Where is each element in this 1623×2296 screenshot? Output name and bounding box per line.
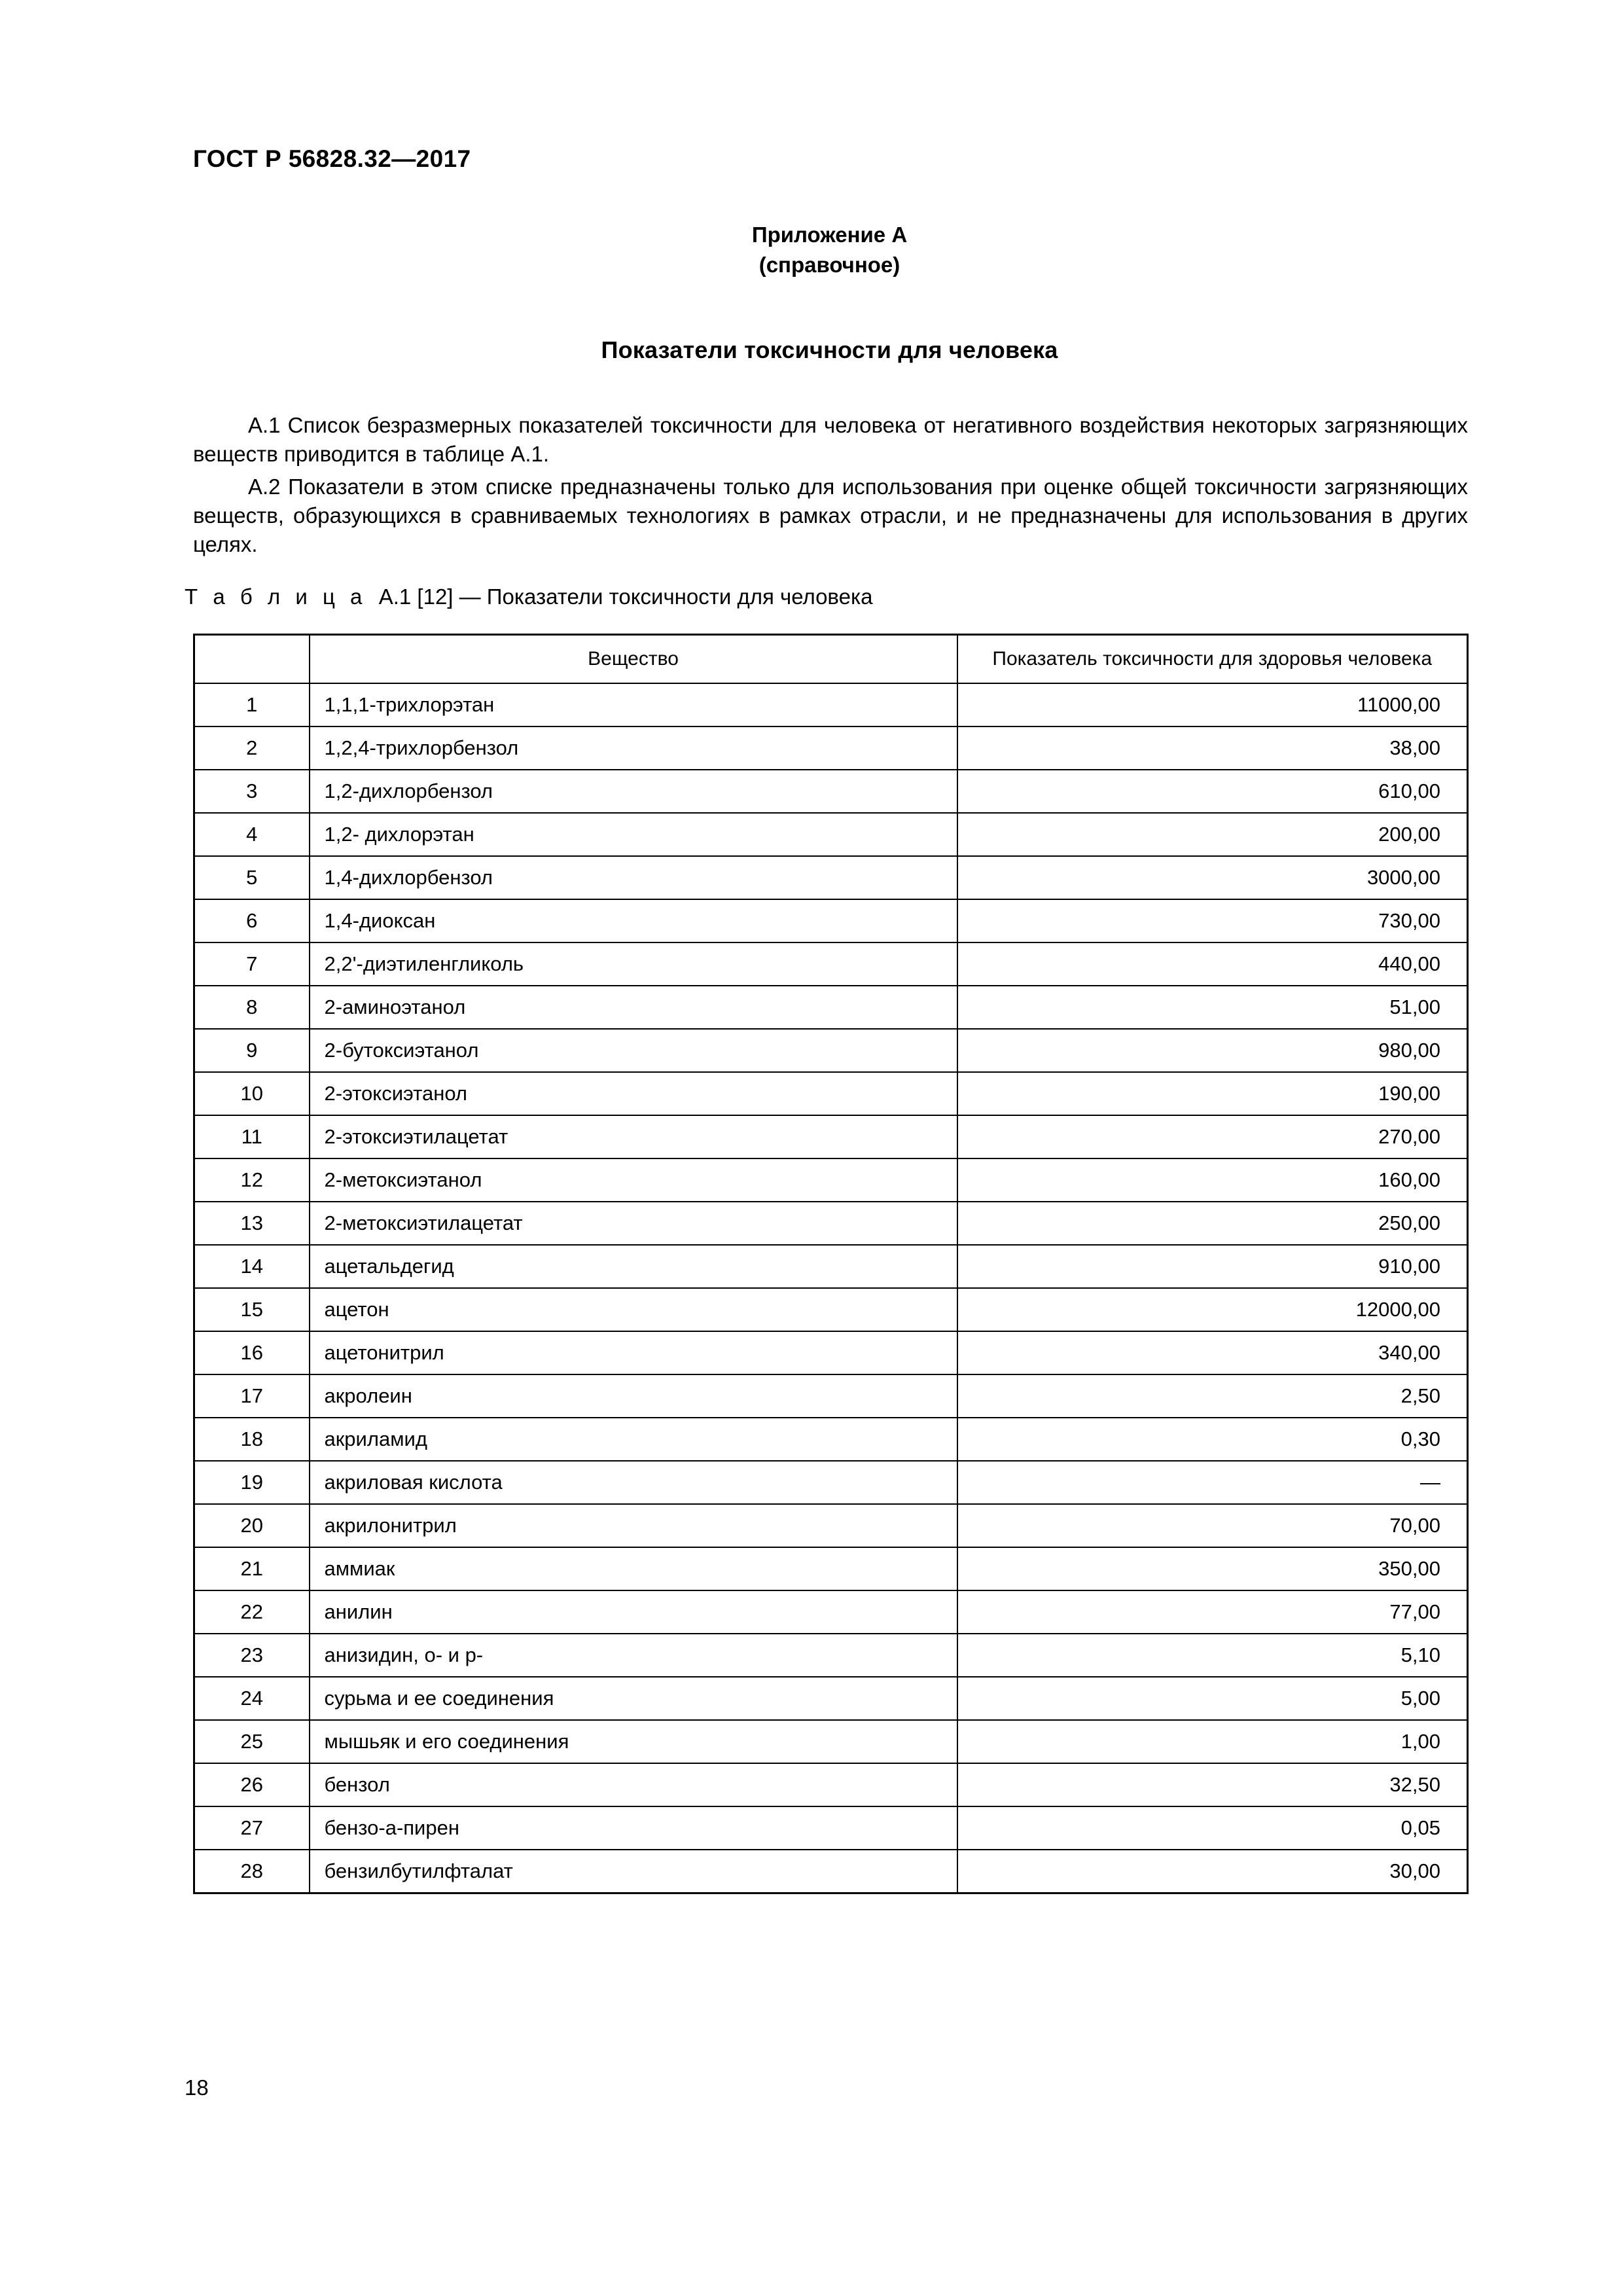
row-number: 18 <box>194 1418 310 1461</box>
table-body <box>194 683 1468 1893</box>
toxicity-value: 70,00 <box>957 1504 1468 1547</box>
substance-name: 2-метоксиэтанол <box>310 1158 957 1202</box>
table-head <box>194 635 1468 684</box>
table-caption-word: Т а б л и ц а <box>185 584 367 609</box>
table-row <box>194 1158 1468 1202</box>
table-row <box>194 1806 1468 1850</box>
page-title: Показатели токсичности для человека <box>601 336 1058 363</box>
appendix-kind: (справочное) <box>758 253 901 277</box>
toxicity-value: 0,05 <box>957 1806 1468 1850</box>
substance-name: бензилбутилфталат <box>310 1850 957 1893</box>
row-number: 27 <box>194 1806 310 1850</box>
table-row <box>194 1245 1468 1288</box>
substance-name: 2-метоксиэтилацетат <box>310 1202 957 1245</box>
table-row <box>194 1288 1468 1331</box>
table-row <box>194 1763 1468 1806</box>
substance-name: 1,4-дихлорбензол <box>310 856 957 899</box>
toxicity-value: — <box>957 1461 1468 1504</box>
substance-name: 1,1,1-трихлорэтан <box>310 683 957 726</box>
substance-name: 2-аминоэтанол <box>310 986 957 1029</box>
substance-name: ацетон <box>310 1288 957 1331</box>
toxicity-table-container <box>193 634 1467 1894</box>
row-number: 9 <box>194 1029 310 1072</box>
substance-name: 1,2,4-трихлорбензол <box>310 726 957 770</box>
table-row <box>194 856 1468 899</box>
toxicity-value: 5,10 <box>957 1634 1468 1677</box>
substance-name: анилин <box>310 1590 957 1634</box>
toxicity-table <box>193 634 1469 1894</box>
toxicity-value: 38,00 <box>957 726 1468 770</box>
table-row <box>194 899 1468 942</box>
table-row <box>194 1029 1468 1072</box>
row-number: 23 <box>194 1634 310 1677</box>
toxicity-value: 3000,00 <box>957 856 1468 899</box>
row-number: 25 <box>194 1720 310 1763</box>
table-row <box>194 683 1468 726</box>
substance-name: бензол <box>310 1763 957 1806</box>
row-number: 26 <box>194 1763 310 1806</box>
toxicity-value: 12000,00 <box>957 1288 1468 1331</box>
row-number: 1 <box>194 683 310 726</box>
row-number: 2 <box>194 726 310 770</box>
substance-name: акролеин <box>310 1374 957 1418</box>
row-number: 12 <box>194 1158 310 1202</box>
table-row <box>194 1418 1468 1461</box>
substance-name: 2-бутоксиэтанол <box>310 1029 957 1072</box>
table-row <box>194 1331 1468 1374</box>
page-number: 18 <box>185 2075 209 2100</box>
table-caption <box>185 584 872 609</box>
row-number: 4 <box>194 813 310 856</box>
substance-name: ацетальдегид <box>310 1245 957 1288</box>
row-number: 3 <box>194 770 310 813</box>
toxicity-value: 610,00 <box>957 770 1468 813</box>
table-caption-rest: А.1 [12] — Показатели токсичности для человека <box>378 584 873 609</box>
toxicity-value: 1,00 <box>957 1720 1468 1763</box>
row-number: 10 <box>194 1072 310 1115</box>
row-number: 8 <box>194 986 310 1029</box>
appendix-label: Приложение А <box>751 223 908 247</box>
toxicity-value: 910,00 <box>957 1245 1468 1288</box>
toxicity-value: 32,50 <box>957 1763 1468 1806</box>
toxicity-value: 250,00 <box>957 1202 1468 1245</box>
column-header-indicator: Показатель токсичности для здоровья человека <box>957 635 1468 684</box>
substance-name: мышьяк и его соединения <box>310 1720 957 1763</box>
substance-name: аммиак <box>310 1547 957 1590</box>
column-header-substance: Вещество <box>310 635 957 684</box>
appendix-heading <box>193 220 1466 280</box>
row-number: 22 <box>194 1590 310 1634</box>
row-number: 21 <box>194 1547 310 1590</box>
table-row <box>194 1677 1468 1720</box>
substance-name: бензо-а-пирен <box>310 1806 957 1850</box>
toxicity-value: 350,00 <box>957 1547 1468 1590</box>
toxicity-value: 440,00 <box>957 942 1468 986</box>
table-row <box>194 986 1468 1029</box>
substance-name: 2-этоксиэтанол <box>310 1072 957 1115</box>
table-row <box>194 1072 1468 1115</box>
row-number: 17 <box>194 1374 310 1418</box>
row-number: 15 <box>194 1288 310 1331</box>
toxicity-value: 270,00 <box>957 1115 1468 1158</box>
toxicity-value: 160,00 <box>957 1158 1468 1202</box>
table-row <box>194 1850 1468 1893</box>
toxicity-value: 2,50 <box>957 1374 1468 1418</box>
substance-name: 1,2-дихлорбензол <box>310 770 957 813</box>
table-row <box>194 1720 1468 1763</box>
row-number: 19 <box>194 1461 310 1504</box>
table-row <box>194 1547 1468 1590</box>
paragraph-a2: А.2 Показатели в этом списке предназначены только для использования при оценке общей токсичности загрязняющих веществ, образующихся в сравниваемых технологиях в рамках отрасли, и не предназначены для использования в других целях. <box>193 475 1468 556</box>
row-number: 14 <box>194 1245 310 1288</box>
table-row <box>194 1634 1468 1677</box>
table-row <box>194 770 1468 813</box>
toxicity-value: 200,00 <box>957 813 1468 856</box>
substance-name: 2,2'-диэтиленгликоль <box>310 942 957 986</box>
toxicity-value: 5,00 <box>957 1677 1468 1720</box>
toxicity-value: 980,00 <box>957 1029 1468 1072</box>
substance-name: 1,4-диоксан <box>310 899 957 942</box>
row-number: 28 <box>194 1850 310 1893</box>
table-row <box>194 1590 1468 1634</box>
row-number: 7 <box>194 942 310 986</box>
body-text <box>193 411 1468 562</box>
row-number: 16 <box>194 1331 310 1374</box>
substance-name: акрилонитрил <box>310 1504 957 1547</box>
toxicity-value: 190,00 <box>957 1072 1468 1115</box>
table-row <box>194 813 1468 856</box>
table-row <box>194 1504 1468 1547</box>
substance-name: 1,2- дихлорэтан <box>310 813 957 856</box>
toxicity-value: 11000,00 <box>957 683 1468 726</box>
table-row <box>194 1202 1468 1245</box>
row-number: 11 <box>194 1115 310 1158</box>
row-number: 20 <box>194 1504 310 1547</box>
row-number: 6 <box>194 899 310 942</box>
substance-name: ацетонитрил <box>310 1331 957 1374</box>
toxicity-value: 730,00 <box>957 899 1468 942</box>
toxicity-value: 77,00 <box>957 1590 1468 1634</box>
toxicity-value: 30,00 <box>957 1850 1468 1893</box>
table-row <box>194 942 1468 986</box>
paragraph-a1: А.1 Список безразмерных показателей токсичности для человека от негативного воздействия некоторых загрязняющих веществ приводится в таблице А.1. <box>193 413 1468 466</box>
column-header-number <box>194 635 310 684</box>
table-row <box>194 1115 1468 1158</box>
substance-name: акриловая кислота <box>310 1461 957 1504</box>
substance-name: анизидин, о- и р- <box>310 1634 957 1677</box>
table-header-row <box>194 635 1468 684</box>
table-row <box>194 1374 1468 1418</box>
row-number: 13 <box>194 1202 310 1245</box>
table-row <box>194 726 1468 770</box>
toxicity-value: 0,30 <box>957 1418 1468 1461</box>
substance-name: акриламид <box>310 1418 957 1461</box>
toxicity-value: 51,00 <box>957 986 1468 1029</box>
substance-name: сурьма и ее соединения <box>310 1677 957 1720</box>
running-head-standard-number: ГОСТ Р 56828.32—2017 <box>193 145 471 172</box>
row-number: 24 <box>194 1677 310 1720</box>
row-number: 5 <box>194 856 310 899</box>
substance-name: 2-этоксиэтилацетат <box>310 1115 957 1158</box>
table-row <box>194 1461 1468 1504</box>
toxicity-value: 340,00 <box>957 1331 1468 1374</box>
